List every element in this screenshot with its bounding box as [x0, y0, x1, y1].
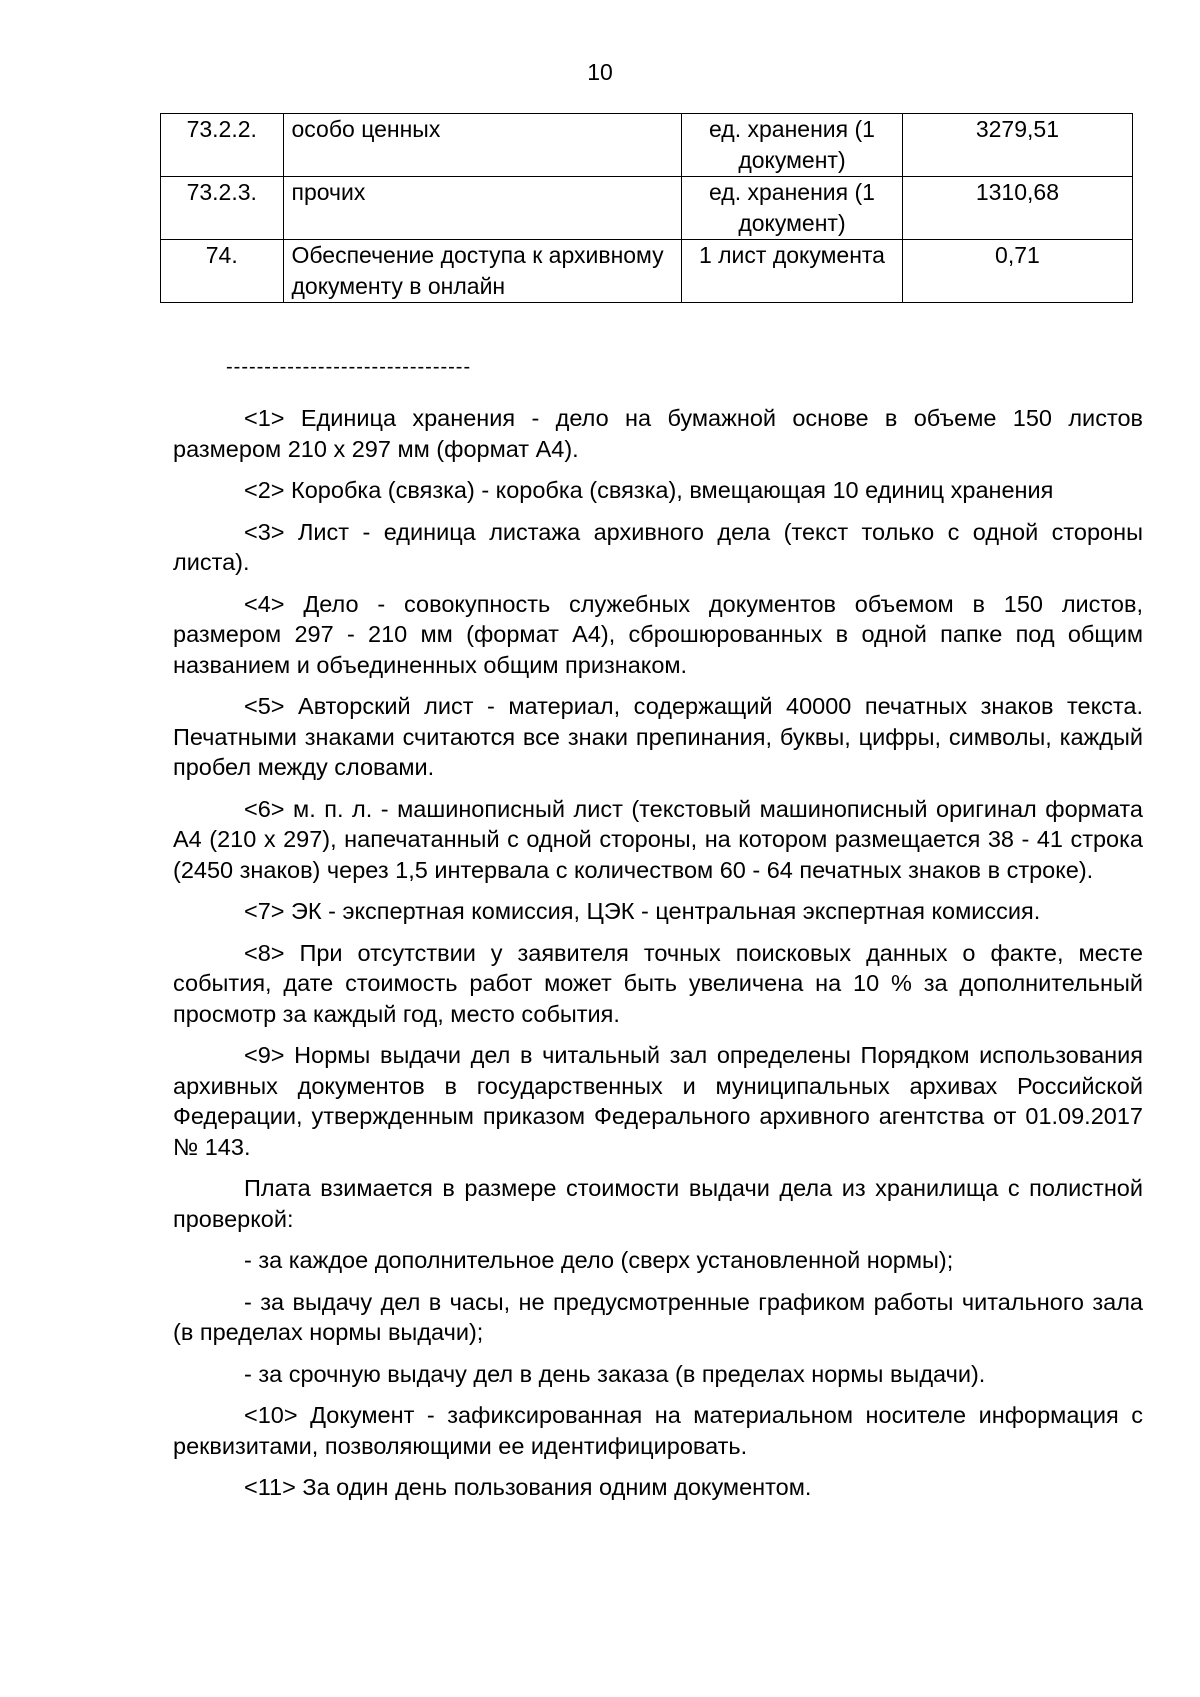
- footnote: <4> Дело - совокупность служебных документов объемом в 150 листов, размером 297 - 210 мм (формат А4), сброшюрованных в одной папке под общим названием и объединенных общим признаком.: [173, 590, 1143, 678]
- row-number: 73.2.3.: [161, 177, 284, 240]
- footnote: <8> При отсутствии у заявителя точных поисковых данных о факте, месте события, дате стоимость работ может быть увеличена на 10 % за дополнительный просмотр за каждый год, место события.: [173, 939, 1143, 1027]
- service-name: прочих: [283, 177, 682, 240]
- table-row: [161, 177, 1133, 240]
- footnote: <9> Нормы выдачи дел в читальный зал определены Порядком использования архивных документов в государственных и муниципальных архивах Российской Федерации, утвержденным приказом Федерального архивного агентства от 01.09.2017 № 143.: [173, 1042, 1143, 1160]
- unit-of-measure: ед. хранения (1 документ): [682, 114, 903, 177]
- footnote: <10> Документ - зафиксированная на материальном носителе информация с реквизитами, позволяющими ее идентифицировать.: [173, 1402, 1143, 1459]
- tariff-table: [160, 113, 1133, 303]
- table-row: [161, 114, 1133, 177]
- footnote-separator: --------------------------------: [226, 356, 472, 378]
- footnote: <6> м. п. л. - машинописный лист (текстовый машинописный оригинал формата А4 (210 x 297), напечатанный с одной стороны, на котором размещается 38 - 41 строка (2450 знаков) через 1,5 интервала с количеством 60 - 64 печатных знаков в строке).: [173, 795, 1143, 883]
- row-number: 74.: [161, 240, 284, 303]
- price-value: 0,71: [902, 240, 1132, 303]
- footnotes: [173, 403, 1143, 1514]
- footnote: <1> Единица хранения - дело на бумажной основе в объеме 150 листов размером 210 x 297 мм (формат А4).: [173, 405, 1143, 462]
- row-number: 73.2.2.: [161, 114, 284, 177]
- fee-list-item: - за каждое дополнительное дело (сверх установленной нормы);: [244, 1247, 954, 1273]
- page-number: 10: [587, 59, 613, 85]
- unit-of-measure: 1 лист документа: [682, 240, 903, 303]
- footnote: <3> Лист - единица листажа архивного дела (текст только с одной стороны листа).: [173, 518, 1143, 575]
- footnote: <11> За один день пользования одним документом.: [244, 1474, 812, 1500]
- table-row: [161, 240, 1133, 303]
- price-value: 3279,51: [902, 114, 1132, 177]
- footnote: <2> Коробка (связка) - коробка (связка), вмещающая 10 единиц хранения: [244, 477, 1054, 503]
- service-name: Обеспечение доступа к архивному документу в онлайн: [283, 240, 682, 303]
- fee-paragraph: Плата взимается в размере стоимости выдачи дела из хранилища с полистной проверкой:: [173, 1175, 1143, 1232]
- price-value: 1310,68: [902, 177, 1132, 240]
- footnote: <7> ЭК - экспертная комиссия, ЦЭК - центральная экспертная комиссия.: [244, 898, 1041, 924]
- fee-list-item: - за выдачу дел в часы, не предусмотренные графиком работы читального зала (в пределах нормы выдачи);: [173, 1288, 1143, 1345]
- unit-of-measure: ед. хранения (1 документ): [682, 177, 903, 240]
- service-name: особо ценных: [283, 114, 682, 177]
- footnote: <5> Авторский лист - материал, содержащий 40000 печатных знаков текста. Печатными знаками считаются все знаки препинания, буквы, цифры, символы, каждый пробел между словами.: [173, 693, 1143, 780]
- fee-list-item: - за срочную выдачу дел в день заказа (в пределах нормы выдачи).: [244, 1360, 986, 1387]
